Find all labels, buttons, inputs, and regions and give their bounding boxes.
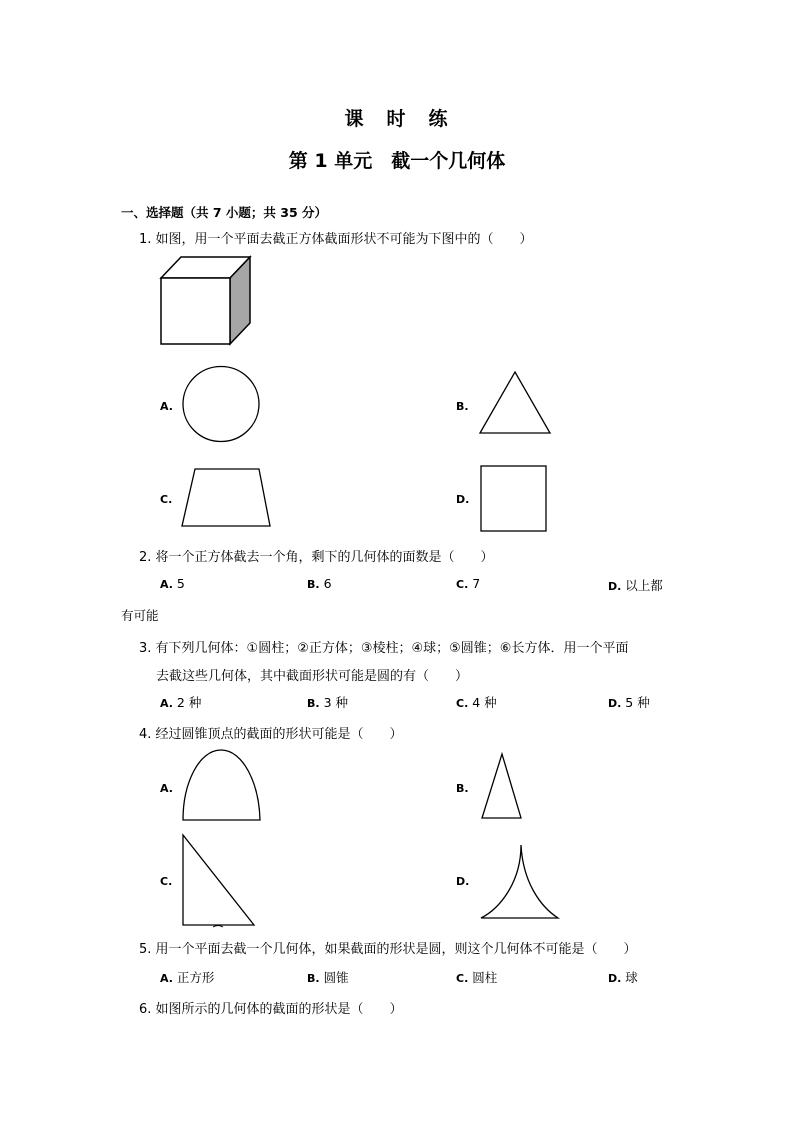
q1-option-d-label[interactable]: D.	[456, 493, 470, 506]
q3-option-b[interactable]	[307, 693, 348, 711]
cube-figure	[160, 256, 252, 346]
option-label: B.	[307, 697, 320, 710]
option-value: 3 种	[323, 695, 348, 710]
q5-option-c[interactable]	[456, 968, 497, 986]
q5-option-b[interactable]	[307, 968, 349, 986]
q2-option-a[interactable]	[160, 576, 185, 591]
question-5-text: 5. 用一个平面去截一个几何体，如果截面的形状是圆，则这个几何体不可能是（ ）	[139, 942, 637, 957]
isosceles-triangle-shape[interactable]	[481, 752, 523, 820]
option-label: B.	[307, 578, 320, 591]
q2-option-c[interactable]	[456, 576, 480, 591]
question-3-text-line1: 3. 有下列几何体：①圆柱；②正方体；③棱柱；④球；⑤圆锥；⑥长方体．用一个平面	[139, 641, 629, 656]
page-subtitle: 第 1 单元 截一个几何体	[288, 150, 506, 172]
option-label: A.	[160, 578, 173, 591]
q1-option-a-label[interactable]: A.	[160, 400, 173, 413]
q2-option-b[interactable]	[307, 576, 332, 591]
square-shape[interactable]	[480, 465, 548, 533]
option-label: B.	[307, 972, 320, 985]
option-label: A.	[160, 697, 173, 710]
option-value: 圆锥	[323, 970, 349, 985]
q4-option-c-label[interactable]: C.	[160, 875, 173, 888]
q4-option-d-label[interactable]: D.	[456, 875, 470, 888]
question-4-text: 4. 经过圆锥顶点的截面的形状可能是（ ）	[139, 727, 403, 742]
right-triangle-shape[interactable]	[181, 833, 257, 929]
question-1-text: 1. 如图，用一个平面去截正方体截面形状不可能为下图中的（ ）	[139, 232, 533, 247]
concave-curved-triangle-shape[interactable]	[479, 843, 561, 921]
q2-option-d-continuation: 有可能	[121, 608, 159, 623]
q4-option-a-label[interactable]: A.	[160, 782, 173, 795]
option-value: 4 种	[472, 695, 497, 710]
option-value: 球	[625, 970, 638, 985]
q3-option-c[interactable]	[456, 693, 497, 711]
q5-option-d[interactable]	[608, 968, 638, 986]
q3-option-d[interactable]	[608, 693, 650, 711]
option-label: D.	[608, 697, 622, 710]
parabolic-arch-shape[interactable]	[181, 748, 263, 822]
q1-option-b-label[interactable]: B.	[456, 400, 469, 413]
q2-option-d[interactable]	[608, 576, 663, 594]
option-label: D.	[608, 580, 622, 593]
option-value: 7	[472, 576, 481, 591]
option-value: 6	[323, 576, 332, 591]
option-value: 2 种	[176, 695, 202, 710]
option-label: A.	[160, 972, 173, 985]
option-label: C.	[456, 578, 469, 591]
question-6-text: 6. 如图所示的几何体的截面的形状是（ ）	[139, 1002, 403, 1017]
option-label: C.	[456, 972, 469, 985]
option-value: 5 种	[625, 695, 650, 710]
q1-option-c-label[interactable]: C.	[160, 493, 173, 506]
question-3-text-line2: 去截这些几何体，其中截面形状可能是圆的有（ ）	[156, 669, 469, 684]
option-label: D.	[608, 972, 622, 985]
q3-option-a[interactable]	[160, 693, 201, 711]
option-label: C.	[456, 697, 469, 710]
option-value: 5	[176, 576, 185, 591]
page-title: 课 时 练	[344, 108, 450, 130]
q5-option-a[interactable]	[160, 968, 214, 986]
trapezoid-shape[interactable]	[181, 468, 272, 529]
circle-shape[interactable]	[181, 365, 261, 443]
section-heading: 一、选择题（共 7 小题；共 35 分）	[121, 205, 328, 220]
triangle-shape[interactable]	[479, 370, 552, 436]
option-value: 以上都	[625, 578, 663, 593]
option-value: 正方形	[176, 970, 215, 985]
question-2-text: 2. 将一个正方体截去一个角，剩下的几何体的面数是（ ）	[139, 550, 494, 565]
q4-option-b-label[interactable]: B.	[456, 782, 469, 795]
option-value: 圆柱	[472, 970, 498, 985]
